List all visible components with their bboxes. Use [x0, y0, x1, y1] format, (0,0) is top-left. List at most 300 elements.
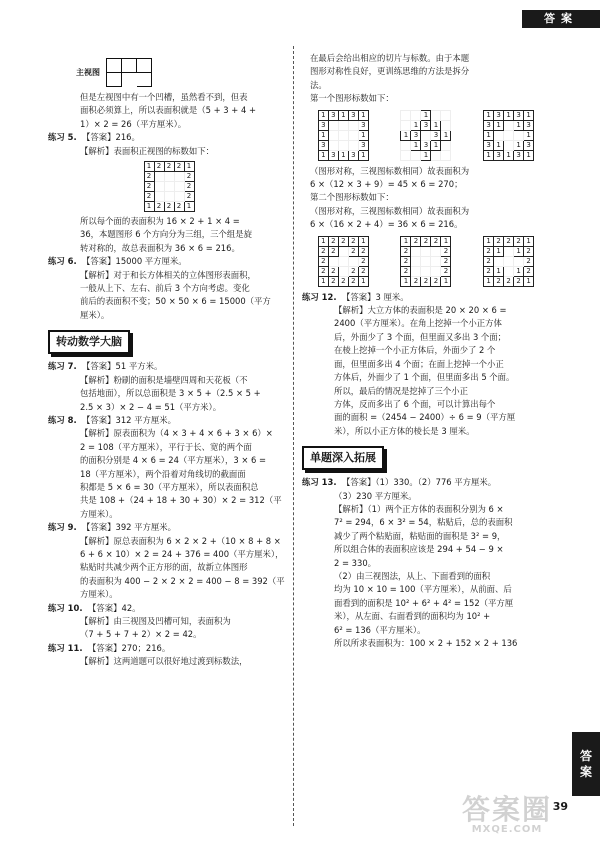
analysis-line: 所以所求表面积为：100 × 2 + 152 × 2 + 136 — [334, 638, 518, 648]
exercise-7 — [48, 360, 290, 373]
grid-cell: 2 — [318, 246, 328, 256]
watermark-logo — [432, 795, 582, 835]
answer-text: 【答案】15000 平方厘米。 — [82, 256, 187, 267]
answer-text: 【答案】51 平方米。 — [82, 361, 163, 372]
front-view-grid — [106, 58, 152, 87]
grid-cell — [421, 266, 431, 276]
grid-cell: 1 — [421, 150, 431, 160]
grid-cell — [164, 192, 174, 202]
analysis-line: 【解析】（1）两个正方体的表面积分别为 6 × — [334, 503, 504, 514]
figure-label: 第二个图形标数如下： — [310, 192, 394, 203]
exercise-label: 练习 5. — [48, 132, 77, 143]
grid-cell: 2 — [524, 246, 534, 256]
grid-cell: 2 — [401, 266, 411, 276]
analysis-line: 【解析】大立方体的表面积是 20 × 20 × 6 = — [334, 305, 507, 316]
exercise-5 — [48, 131, 290, 144]
grid-cell: 1 — [338, 150, 348, 160]
grid-cell: 1 — [514, 266, 524, 276]
grid-cell: 2 — [484, 246, 494, 256]
grid-cell: 1 — [184, 202, 194, 212]
grid-cell: 2 — [484, 266, 494, 276]
grid-cell: 2 — [144, 172, 154, 182]
grid-row — [484, 266, 534, 276]
grid-row — [484, 246, 534, 256]
grid-cell — [411, 246, 421, 256]
grid-cell: 2 — [328, 276, 338, 286]
grid-cell: 1 — [144, 202, 154, 212]
view-cell — [107, 59, 122, 73]
label-grid — [400, 236, 451, 287]
grid-row — [144, 182, 194, 192]
exercise-label: 练习 10. — [48, 602, 83, 613]
grid-cell: 2 — [144, 182, 154, 192]
grid-cell: 2 — [494, 236, 504, 246]
grid-cell — [174, 182, 184, 192]
header-answer-tab: 答案 — [522, 10, 600, 28]
grid-row — [318, 140, 368, 150]
analysis-text: 【解析】表面积正视图的标数如下： — [80, 145, 214, 156]
analysis-line: 图形对称性良好，更训练思维的方法是拆分 — [310, 66, 470, 77]
grid-cell: 2 — [441, 246, 451, 256]
analysis-line: 面，但里面多出 4 个面；在面上挖掉一个小正 — [334, 358, 504, 369]
grid-cell: 3 — [494, 110, 504, 120]
grid-row — [318, 130, 368, 140]
grid-cell: 1 — [484, 150, 494, 160]
grid-cell: 1 — [484, 236, 494, 246]
grid-cell — [441, 150, 451, 160]
grid-cell: 1 — [504, 110, 514, 120]
grid-cell: 1 — [494, 140, 504, 150]
analysis-line: 在棱上挖掉一个小正方体后，外面少了 2 个 — [334, 345, 496, 356]
pre-line: 面积必须算上，所以表面积就是（5 + 3 + 4 + — [80, 105, 256, 116]
exercise-6 — [48, 255, 290, 268]
grid-cell — [431, 110, 441, 120]
grid-cell — [494, 256, 504, 266]
answer-text: 【答案】216。 — [82, 132, 140, 143]
grid-cell: 3 — [358, 120, 368, 130]
grid-cell: 2 — [524, 266, 534, 276]
view-cell — [122, 59, 137, 73]
grid-cell: 2 — [421, 276, 431, 286]
grid-cell: 3 — [484, 140, 494, 150]
analysis-line: 后，外面少了 3 个面，但里面又多出 3 个面； — [334, 331, 507, 342]
answer-line: （3）230 平方厘米。 — [334, 490, 417, 501]
analysis-line: 2400（平方厘米）。在角上挖掉一个小正方体 — [334, 318, 502, 329]
grid-row — [144, 162, 194, 172]
grid-cell: 1 — [318, 130, 328, 140]
grid-cell: 1 — [401, 130, 411, 140]
grid-cell: 1 — [411, 120, 421, 130]
grid-row — [401, 130, 451, 140]
grid-cell: 3 — [421, 120, 431, 130]
analysis-line: （图形对称，三视图标数相同）故表面积为 — [310, 205, 470, 216]
grid-cell — [328, 140, 338, 150]
grid-cell — [504, 120, 514, 130]
label-grid — [318, 236, 369, 287]
grid-cell: 1 — [441, 130, 451, 140]
grid-row — [318, 266, 368, 276]
analysis-line: 前后的表面积不变；50 × 50 × 6 = 15000（平方 — [80, 296, 271, 307]
grid-cell: 1 — [494, 266, 504, 276]
analysis-line: （图形对称，三视图标数相同）故表面积为 — [310, 165, 470, 176]
grid-cell: 2 — [184, 172, 194, 182]
grid-row — [484, 120, 534, 130]
grid-cell — [504, 266, 514, 276]
analysis-line: 包括地面），所以总面积是 3 × 5 +（2.5 × 5 + — [80, 388, 261, 399]
analysis-line: 【解析】由三视图及凹槽可知，表面积为 — [80, 616, 231, 626]
grid-cell: 2 — [144, 192, 154, 202]
grid-cell: 2 — [358, 266, 368, 276]
analysis-line: 面的面积 =（2454 − 2400）÷ 6 = 9（平方厘 — [334, 412, 516, 423]
grid-cell: 2 — [411, 276, 421, 286]
analysis-line: 6 + 6 × 10）× 2 = 24 + 376 = 400（平方厘米）， — [80, 548, 284, 559]
grid-cell: 2 — [184, 182, 194, 192]
analysis-line: 6 ×（16 × 2 + 4）= 36 × 6 = 216。 — [310, 219, 463, 230]
grid-cell — [441, 110, 451, 120]
analysis-line: 所以每个面的表面积为 16 × 2 + 1 × 4 = — [80, 216, 240, 227]
grid-cell: 1 — [318, 150, 328, 160]
grid-cell — [431, 256, 441, 266]
grid-cell: 2 — [154, 162, 164, 172]
grid-cell — [348, 256, 358, 266]
grid-cell: 2 — [494, 276, 504, 286]
grid-row — [401, 236, 451, 246]
grid-cell: 1 — [358, 236, 368, 246]
analysis-line: 积都是 5 × 6 = 30（平方厘米），所以表面积总 — [80, 481, 259, 492]
grid-cell — [504, 130, 514, 140]
answer-text: 【答案】312 平方厘米。 — [82, 414, 177, 425]
grid-row — [401, 140, 451, 150]
grid-cell — [348, 130, 358, 140]
grid-cell: 1 — [358, 276, 368, 286]
grid-row — [318, 150, 368, 160]
grid-cell: 2 — [431, 276, 441, 286]
figure-label: 第一个图形标数如下： — [310, 93, 394, 104]
grid-cell: 3 — [358, 140, 368, 150]
analysis-line: 18（平方厘米），两个沿着对角线切的截面面 — [80, 468, 246, 479]
grid-cell: 1 — [441, 276, 451, 286]
pre-line: 但是左视图中有一个凹槽，虽然看不到，但表 — [80, 92, 248, 102]
grid-cell: 1 — [318, 236, 328, 246]
grid-row — [318, 276, 368, 286]
grid-cell — [348, 140, 358, 150]
section-banner: 转动数学大脑 — [48, 330, 130, 354]
grid-cell: 2 — [338, 236, 348, 246]
grid-cell: 1 — [524, 150, 534, 160]
grid-row — [144, 172, 194, 182]
grid-row — [484, 236, 534, 246]
analysis-line: 方厘米）。 — [80, 589, 118, 600]
analysis-line: 方体后，外面少了 1 个面，但里面多出 5 个面。 — [334, 372, 515, 383]
grid-cell: 1 — [514, 140, 524, 150]
grid-row — [484, 130, 534, 140]
grid-cell: 3 — [524, 140, 534, 150]
exercise-label: 练习 7. — [48, 361, 77, 372]
grid-cell — [421, 256, 431, 266]
side-answer-tab — [572, 732, 600, 796]
grid-cell: 1 — [318, 276, 328, 286]
analysis-line: 36，本题图形 6 个方向分为三组，三个组是旋 — [80, 229, 253, 240]
analysis-line: 的表面积为 400 − 2 × 2 × 2 = 400 − 8 = 392（平 — [80, 575, 285, 586]
analysis-line: 方体，反而多出了 6 个面，可以计算出每个 — [334, 398, 496, 409]
grid-cell — [338, 130, 348, 140]
grid-row — [318, 110, 368, 120]
view-row — [107, 73, 152, 87]
grid-cell: 3 — [484, 120, 494, 130]
label-grid — [483, 110, 534, 161]
analysis-line: 厘米）。 — [80, 309, 110, 320]
exercise-9 — [48, 521, 290, 534]
grid-cell — [514, 256, 524, 266]
grid-row — [144, 192, 194, 202]
analysis-line: 【解析】原表面积为（4 × 3 + 4 × 6 + 3 × 6）× — [80, 428, 273, 439]
grid-cell: 3 — [318, 140, 328, 150]
grid-cell: 2 — [348, 236, 358, 246]
grid-cell: 1 — [401, 236, 411, 246]
analysis-line: （2）由三视图法，从上、下面看到的面积 — [334, 570, 491, 581]
analysis-line: 【解析】对于和长方体相关的立体图形表面积， — [80, 269, 256, 280]
grid-cell: 2 — [164, 162, 174, 172]
grid-cell: 1 — [514, 120, 524, 130]
grid-cell — [401, 120, 411, 130]
analysis-line: 2.5 × 3）× 2 − 4 = 51（平方米）。 — [80, 401, 222, 412]
grid-cell: 2 — [441, 256, 451, 266]
grid-cell — [338, 266, 348, 276]
grid-cell: 3 — [328, 110, 338, 120]
grid-cell: 1 — [421, 110, 431, 120]
grid-cell: 1 — [358, 150, 368, 160]
grid-row — [484, 140, 534, 150]
grid-cell — [401, 140, 411, 150]
grid-cell — [338, 140, 348, 150]
page-number: 39 — [552, 800, 568, 813]
grid-cell: 1 — [484, 276, 494, 286]
grid-row — [484, 110, 534, 120]
grid-cell — [154, 192, 164, 202]
grid-cell — [504, 246, 514, 256]
grid-row — [484, 256, 534, 266]
grid-cell — [348, 120, 358, 130]
grid-cell — [338, 256, 348, 266]
grid-cell: 2 — [348, 246, 358, 256]
side-tab-char: 案 — [579, 765, 592, 779]
grid-cell: 2 — [514, 276, 524, 286]
grid-cell: 1 — [504, 150, 514, 160]
grid-cell — [154, 172, 164, 182]
grid-cell: 2 — [441, 266, 451, 276]
label-grid — [318, 110, 369, 161]
watermark-sub: MXQE.COM — [471, 824, 543, 835]
grid-row — [401, 120, 451, 130]
grid-cell — [421, 246, 431, 256]
section-banner: 单题深入拓展 — [302, 446, 384, 470]
grid-cell: 3 — [328, 150, 338, 160]
answer-text: 【答案】392 平方厘米。 — [82, 522, 177, 533]
grid-cell: 1 — [318, 110, 328, 120]
grid-cell: 1 — [411, 140, 421, 150]
grid-cell: 3 — [514, 110, 524, 120]
exercise-label: 练习 11. — [48, 642, 83, 653]
analysis-line: 【解析】这两道题可以很好地过渡到标数法， — [80, 656, 248, 667]
grid-cell — [431, 246, 441, 256]
grid-row — [401, 110, 451, 120]
view-row — [107, 59, 152, 73]
exercise-label: 练习 8. — [48, 414, 77, 425]
view-cell — [122, 73, 137, 87]
grid-cell: 1 — [494, 120, 504, 130]
grid-cell: 1 — [484, 130, 494, 140]
grid-cell: 2 — [348, 266, 358, 276]
grid-row — [401, 246, 451, 256]
grid-cell — [504, 256, 514, 266]
grid-cell: 2 — [401, 256, 411, 266]
grid-cell: 2 — [184, 192, 194, 202]
label-grid — [483, 236, 534, 287]
grid-cell: 3 — [318, 120, 328, 130]
grid-row — [318, 246, 368, 256]
exercise-10 — [48, 602, 290, 615]
watermark-main: 答案圈 — [461, 793, 552, 826]
label-grid — [400, 110, 451, 161]
grid-cell — [328, 120, 338, 130]
grid-cell: 1 — [484, 110, 494, 120]
answer-text: 【答案】（1）330。（2）776 平方厘米。 — [342, 477, 497, 488]
grid-row — [401, 150, 451, 160]
grid-row — [144, 202, 194, 212]
grid-cell: 2 — [318, 256, 328, 266]
analysis-line: 的面积分别是 4 × 6 = 24（平方厘米），3 × 6 = — [80, 455, 267, 466]
grid-cell: 2 — [504, 276, 514, 286]
grid-cell — [401, 110, 411, 120]
grid-cell — [328, 256, 338, 266]
grid-cell: 2 — [431, 236, 441, 246]
label-grid — [144, 161, 195, 212]
grid-cell: 2 — [338, 276, 348, 286]
answer-text: 【答案】42。 — [88, 602, 141, 613]
grid-cell — [421, 130, 431, 140]
grid-cell: 2 — [328, 236, 338, 246]
grid-cell: 2 — [514, 236, 524, 246]
grid-cell — [431, 266, 441, 276]
grid-cell: 1 — [524, 110, 534, 120]
grid-cell: 2 — [318, 266, 328, 276]
grid-cell: 3 — [514, 150, 524, 160]
grid-row — [318, 236, 368, 246]
right-column — [302, 52, 550, 650]
grid-cell: 1 — [184, 162, 194, 172]
grid-cell: 3 — [421, 140, 431, 150]
grid-cell — [338, 246, 348, 256]
analysis-line: 面看到的面积是 10² + 6² + 4² = 152（平方厘 — [334, 597, 514, 608]
grid-cell: 2 — [358, 256, 368, 266]
exercise-12 — [302, 291, 550, 304]
grid-row — [401, 276, 451, 286]
grid-row — [401, 266, 451, 276]
grid-cell: 2 — [504, 236, 514, 246]
grid-cell: 2 — [401, 246, 411, 256]
grid-cell: 3 — [431, 130, 441, 140]
exercise-label: 练习 12. — [302, 291, 337, 302]
analysis-line: 法。 — [310, 79, 327, 90]
grid-row — [484, 276, 534, 286]
view-cell — [107, 73, 122, 87]
grid-cell: 2 — [411, 236, 421, 246]
grid-cell: 1 — [514, 246, 524, 256]
grid-row — [318, 256, 368, 266]
grid-cell: 1 — [338, 110, 348, 120]
analysis-line: 均为 10 × 10 = 100（平方厘米），从前面、后 — [334, 584, 512, 595]
exercise-label: 练习 9. — [48, 522, 77, 533]
analysis-line: 【解析】粉刷的面积是墙壁四周和天花板（不 — [80, 374, 248, 385]
exercise-11 — [48, 642, 290, 655]
grid-cell: 3 — [348, 150, 358, 160]
answer-text: 【答案】3 厘米。 — [342, 291, 409, 302]
analysis-line: 粘贴时共减少两个正方形的面，故新立体图形 — [80, 562, 248, 573]
grid-row — [318, 120, 368, 130]
grid-cell: 2 — [348, 276, 358, 286]
grid-cell: 1 — [441, 236, 451, 246]
grid-cell — [164, 172, 174, 182]
exercise-label: 练习 13. — [302, 477, 337, 488]
exercise-8 — [48, 414, 290, 427]
grid-row — [401, 256, 451, 266]
grid-cell — [431, 150, 441, 160]
analysis-line: 【解析】原总表面积为 6 × 2 × 2 +（10 × 8 + 8 × — [80, 535, 281, 546]
grid-cell: 1 — [494, 246, 504, 256]
front-view-label: 主视图 — [76, 67, 100, 77]
exercise-label: 练习 6. — [48, 256, 77, 267]
analysis-line: 转对称的，故总表面积为 36 × 6 = 216。 — [80, 242, 240, 253]
grid-cell — [411, 256, 421, 266]
grid-cell: 3 — [411, 130, 421, 140]
grid-cell: 1 — [524, 276, 534, 286]
grid-cell: 1 — [431, 120, 441, 130]
analysis-line: 在最后会给出相应的切片与标数。由于本题 — [310, 53, 470, 63]
grid-cell — [494, 130, 504, 140]
grid-cell — [411, 266, 421, 276]
grid-cell: 1 — [524, 236, 534, 246]
analysis-line: 2 = 330。 — [334, 557, 377, 568]
grid-cell — [164, 182, 174, 192]
grid-cell — [328, 130, 338, 140]
analysis-line: 所以，最后的情况是挖掉了三个小正 — [334, 385, 468, 396]
grid-cell: 1 — [524, 130, 534, 140]
column-divider — [293, 46, 294, 826]
grid-cell: 2 — [524, 256, 534, 266]
label-grid-row-2 — [302, 236, 550, 287]
grid-cell — [338, 120, 348, 130]
grid-cell: 1 — [358, 130, 368, 140]
analysis-line: 米），从左面、右面看到的面积均为 10² + — [334, 611, 491, 622]
grid-cell: 3 — [348, 110, 358, 120]
grid-cell: 2 — [164, 202, 174, 212]
grid-cell: 2 — [358, 246, 368, 256]
grid-cell — [154, 182, 164, 192]
left-column — [48, 52, 290, 669]
analysis-line: 方厘米）。 — [80, 508, 118, 519]
grid-cell: 2 — [174, 202, 184, 212]
grid-cell — [411, 150, 421, 160]
grid-cell — [504, 140, 514, 150]
grid-cell: 2 — [154, 202, 164, 212]
grid-cell — [174, 172, 184, 182]
analysis-line: 减少了两个粘贴面，粘贴面的面积是 3² = 9， — [334, 530, 506, 541]
grid-cell: 3 — [494, 150, 504, 160]
exercise-13 — [302, 476, 550, 489]
grid-cell — [401, 150, 411, 160]
analysis-line: 6² = 136（平方厘米）。 — [334, 624, 426, 635]
grid-cell: 2 — [328, 266, 338, 276]
